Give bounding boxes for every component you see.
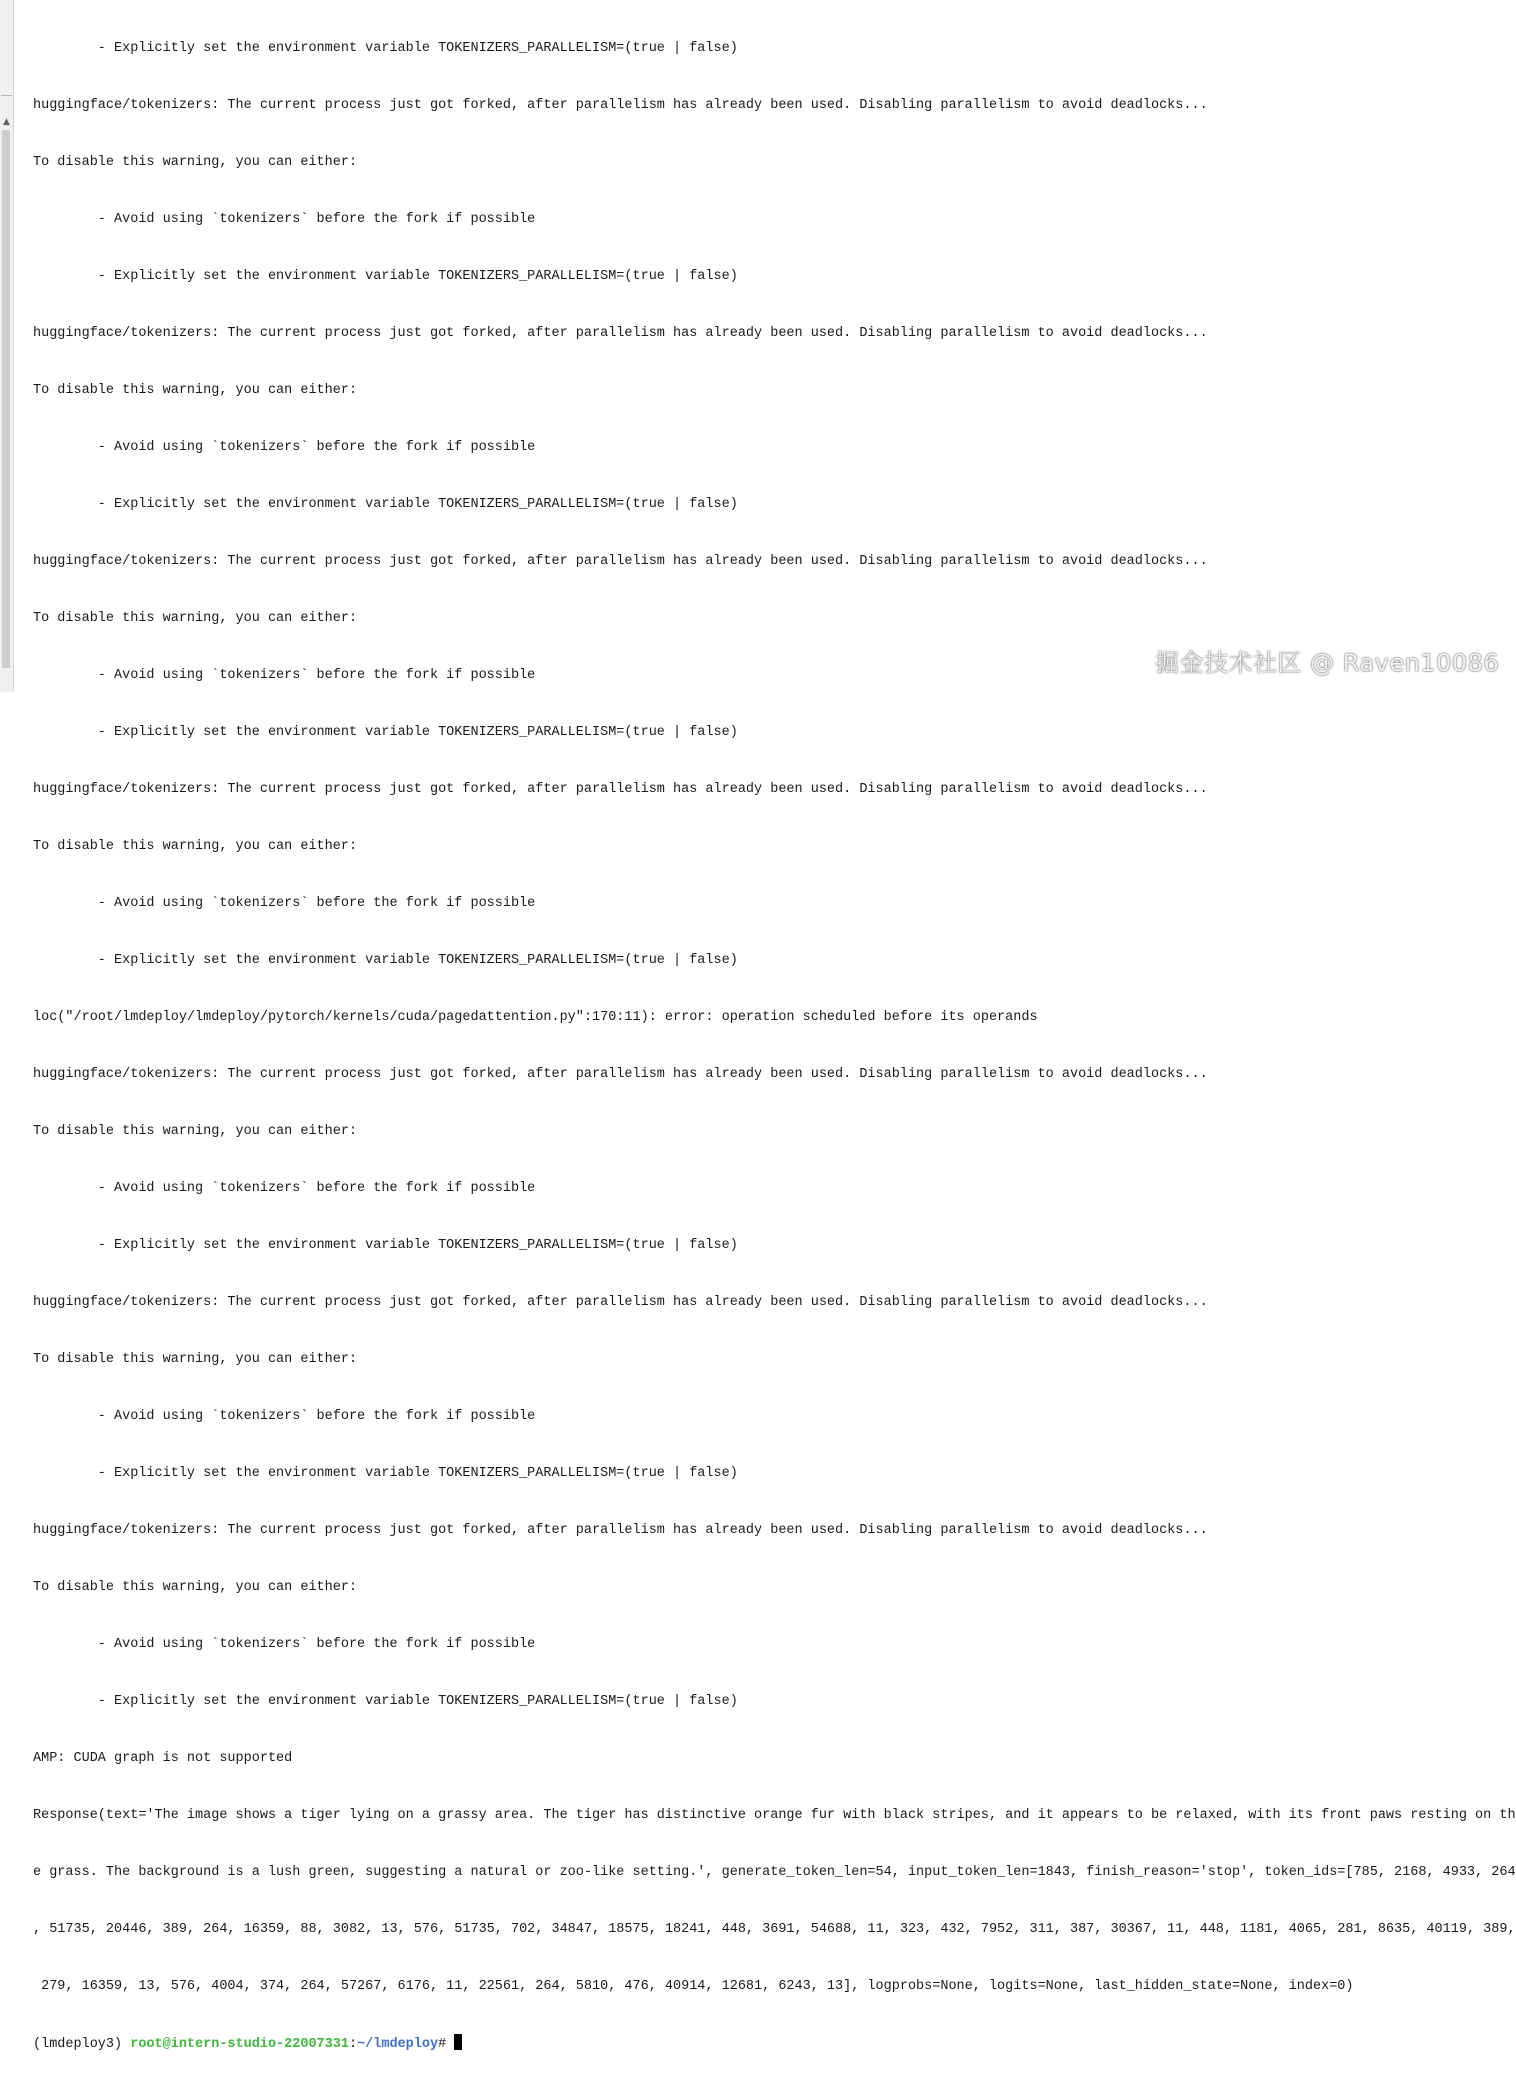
- terminal-line: - Explicitly set the environment variable TOKENIZERS_PARALLELISM=(true | false): [33, 1694, 738, 1709]
- terminal-line: To disable this warning, you can either:: [33, 839, 358, 854]
- terminal-line: - Explicitly set the environment variable TOKENIZERS_PARALLELISM=(true | false): [33, 269, 738, 284]
- terminal-line: To disable this warning, you can either:: [33, 383, 358, 398]
- terminal-line: To disable this warning, you can either:: [33, 1124, 358, 1139]
- watermark: 掘金技术社区 @ Raven10086: [1155, 649, 1500, 677]
- terminal-line: huggingface/tokenizers: The current process just got forked, after parallelism has already been used. Disabling parallelism to avoid deadlocks...: [33, 1295, 1208, 1310]
- conda-env-label: (lmdeploy3): [33, 2037, 131, 2052]
- scrollbar-thumb[interactable]: [2, 130, 10, 668]
- prompt-separator: :: [348, 2037, 358, 2052]
- response-line: 279, 16359, 13, 576, 4004, 374, 264, 57267, 6176, 11, 22561, 264, 5810, 476, 40914, 12681, 6243, 13], logprobs=None, logits=None, last_hidden_state=None, index=0): [33, 1979, 1354, 1994]
- terminal-line: To disable this warning, you can either:: [33, 1580, 358, 1595]
- terminal-line: To disable this warning, you can either:: [33, 155, 358, 170]
- terminal-line: - Avoid using `tokenizers` before the fork if possible: [33, 896, 536, 911]
- text-cursor[interactable]: [454, 2034, 462, 2050]
- prompt-symbol: #: [438, 2037, 455, 2052]
- terminal-line: - Avoid using `tokenizers` before the fork if possible: [33, 1637, 536, 1652]
- terminal-output[interactable]: [33, 1, 1516, 2052]
- scroll-up-arrow-icon[interactable]: ▲: [3, 117, 10, 127]
- prompt-path: ~/lmdeploy: [357, 2037, 439, 2052]
- terminal-line: - Avoid using `tokenizers` before the fork if possible: [33, 1409, 536, 1424]
- terminal-line: huggingface/tokenizers: The current process just got forked, after parallelism has already been used. Disabling parallelism to avoid deadlocks...: [33, 554, 1208, 569]
- terminal-line: huggingface/tokenizers: The current process just got forked, after parallelism has already been used. Disabling parallelism to avoid deadlocks...: [33, 98, 1208, 113]
- terminal-line: To disable this warning, you can either:: [33, 1352, 358, 1367]
- terminal-line: huggingface/tokenizers: The current process just got forked, after parallelism has already been used. Disabling parallelism to avoid deadlocks...: [33, 782, 1208, 797]
- response-line: Response(text='The image shows a tiger lying on a grassy area. The tiger has distinctive orange fur with black stripes, and it appears to be relaxed, with its front paws resting on th: [33, 1808, 1516, 1823]
- scrollbar-divider: [1, 95, 12, 96]
- terminal-line: - Explicitly set the environment variable TOKENIZERS_PARALLELISM=(true | false): [33, 953, 738, 968]
- terminal-line: - Explicitly set the environment variable TOKENIZERS_PARALLELISM=(true | false): [33, 41, 738, 56]
- terminal-line: - Explicitly set the environment variable TOKENIZERS_PARALLELISM=(true | false): [33, 725, 738, 740]
- terminal-line: AMP: CUDA graph is not supported: [33, 1751, 293, 1766]
- terminal-line: huggingface/tokenizers: The current process just got forked, after parallelism has already been used. Disabling parallelism to avoid deadlocks...: [33, 1523, 1208, 1538]
- terminal-line: - Avoid using `tokenizers` before the fork if possible: [33, 440, 536, 455]
- terminal-line: - Explicitly set the environment variable TOKENIZERS_PARALLELISM=(true | false): [33, 1466, 738, 1481]
- vertical-scrollbar[interactable]: [0, 0, 14, 692]
- terminal-line: huggingface/tokenizers: The current process just got forked, after parallelism has already been used. Disabling parallelism to avoid deadlocks...: [33, 326, 1208, 341]
- terminal-line: huggingface/tokenizers: The current process just got forked, after parallelism has already been used. Disabling parallelism to avoid deadlocks...: [33, 1067, 1208, 1082]
- terminal-line: - Avoid using `tokenizers` before the fork if possible: [33, 1181, 536, 1196]
- terminal-line: - Explicitly set the environment variable TOKENIZERS_PARALLELISM=(true | false): [33, 1238, 738, 1253]
- shell-prompt-line[interactable]: [33, 2034, 1499, 2053]
- terminal-line: - Explicitly set the environment variable TOKENIZERS_PARALLELISM=(true | false): [33, 497, 738, 512]
- terminal-line: To disable this warning, you can either:: [33, 611, 358, 626]
- prompt-user-host: root@intern-studio-22007331: [130, 2037, 349, 2052]
- terminal-line: - Avoid using `tokenizers` before the fork if possible: [33, 668, 536, 683]
- response-line: , 51735, 20446, 389, 264, 16359, 88, 3082, 13, 576, 51735, 702, 34847, 18575, 18241, 448, 3691, 54688, 11, 323, 432, 7952, 311, 387, 30367, 11, 448, 1181, 4065, 281, 8635, 40119, 389,: [33, 1922, 1516, 1937]
- terminal-line: - Avoid using `tokenizers` before the fork if possible: [33, 212, 536, 227]
- response-line: e grass. The background is a lush green, suggesting a natural or zoo-like setting.', generate_token_len=54, input_token_len=1843, finish_reason='stop', token_ids=[785, 2168, 4933, 264: [33, 1865, 1516, 1880]
- terminal-error-line: loc("/root/lmdeploy/lmdeploy/pytorch/kernels/cuda/pagedattention.py":170:11): error: operation scheduled before its operands: [33, 1010, 1038, 1025]
